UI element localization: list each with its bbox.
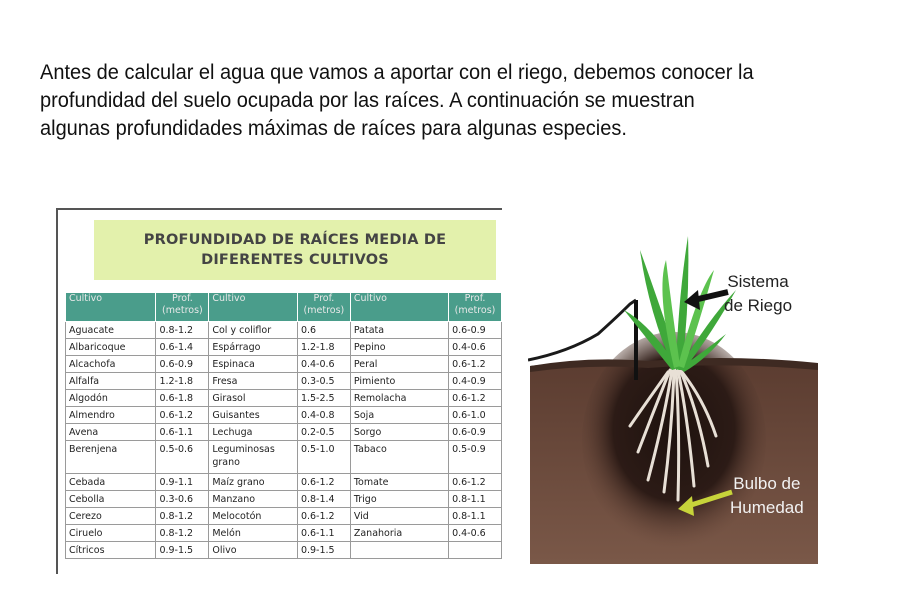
header-cultivo-2: Cultivo <box>209 293 298 322</box>
intro-line-1: Antes de calcular el agua que vamos a aportar con el riego, debemos conocer la <box>40 60 754 84</box>
root-depth-cell: 1.2-1.8 <box>297 339 350 356</box>
root-depth-cell: 0.6-1.2 <box>449 356 502 373</box>
table-row <box>66 424 502 441</box>
crop-name-cell: Alcachofa <box>66 356 156 373</box>
crop-name-cell: Berenjena <box>66 441 156 474</box>
crop-name-cell: Cebada <box>66 474 156 491</box>
crop-name-cell: Tabaco <box>350 441 448 474</box>
header-prof-3: Prof. (metros) <box>449 293 502 322</box>
crop-name-cell: Cítricos <box>66 542 156 559</box>
root-depth-cell: 0.8-1.2 <box>156 508 209 525</box>
table-row <box>66 373 502 390</box>
crop-name-cell: Pimiento <box>350 373 448 390</box>
intro-line-2: profundidad del suelo ocupada por las raíces. A continuación se muestran <box>40 88 695 112</box>
root-depth-cell: 0.6 <box>297 322 350 339</box>
table-row <box>66 390 502 407</box>
table-row <box>66 508 502 525</box>
crop-name-cell: Pepino <box>350 339 448 356</box>
root-depth-table <box>65 292 502 559</box>
crop-name-cell: Ciruelo <box>66 525 156 542</box>
root-depth-cell: 0.4-0.6 <box>449 525 502 542</box>
root-depth-cell: 0.5-0.6 <box>156 441 209 474</box>
table-row <box>66 542 502 559</box>
root-depth-cell: 0.8-1.1 <box>449 508 502 525</box>
root-depth-cell: 0.6-0.9 <box>449 424 502 441</box>
root-depth-table-figure <box>56 208 502 574</box>
root-depth-cell: 0.6-1.2 <box>449 474 502 491</box>
table-header-row <box>66 293 502 322</box>
root-depth-cell: 0.8-1.2 <box>156 322 209 339</box>
crop-name-cell: Olivo <box>209 542 298 559</box>
table-title-line-1: PROFUNDIDAD DE RAÍCES MEDIA DE <box>143 232 447 248</box>
root-depth-cell: 0.6-0.9 <box>449 322 502 339</box>
crop-name-cell: Almendro <box>66 407 156 424</box>
root-depth-cell: 0.3-0.6 <box>156 491 209 508</box>
header-cultivo-3: Cultivo <box>350 293 448 322</box>
table-row <box>66 474 502 491</box>
crop-name-cell: Leguminosas grano <box>209 441 298 474</box>
root-depth-cell: 0.8-1.4 <box>297 491 350 508</box>
crop-name-cell: Girasol <box>209 390 298 407</box>
crop-name-cell: Peral <box>350 356 448 373</box>
root-depth-cell: 0.6-1.1 <box>156 424 209 441</box>
table-title-band <box>94 220 496 280</box>
crop-name-cell: Cerezo <box>66 508 156 525</box>
crop-name-cell: Melocotón <box>209 508 298 525</box>
crop-name-cell: Tomate <box>350 474 448 491</box>
crop-name-cell: Aguacate <box>66 322 156 339</box>
root-depth-cell: 0.9-1.5 <box>156 542 209 559</box>
header-prof-1: Prof. (metros) <box>156 293 209 322</box>
header-prof-2: Prof. (metros) <box>297 293 350 322</box>
bulbo-de-humedad-label: Bulbo de Humedad <box>730 474 804 517</box>
root-depth-cell: 0.4-0.8 <box>297 407 350 424</box>
crop-name-cell: Lechuga <box>209 424 298 441</box>
crop-name-cell: Espinaca <box>209 356 298 373</box>
crop-name-cell: Patata <box>350 322 448 339</box>
intro-line-3: algunas profundidades máximas de raíces para algunas especies. <box>40 116 627 140</box>
crop-name-cell: Sorgo <box>350 424 448 441</box>
root-depth-cell: 1.5-2.5 <box>297 390 350 407</box>
crop-name-cell: Maíz grano <box>209 474 298 491</box>
root-depth-cell: 0.3-0.5 <box>297 373 350 390</box>
root-depth-cell: 0.9-1.1 <box>156 474 209 491</box>
crop-name-cell: Avena <box>66 424 156 441</box>
crop-name-cell: Trigo <box>350 491 448 508</box>
root-depth-cell: 0.8-1.2 <box>156 525 209 542</box>
root-depth-cell: 0.4-0.9 <box>449 373 502 390</box>
table-row <box>66 525 502 542</box>
crop-name-cell: Alfalfa <box>66 373 156 390</box>
header-cultivo-1: Cultivo <box>66 293 156 322</box>
crop-name-cell: Algodón <box>66 390 156 407</box>
root-depth-cell: 0.8-1.1 <box>449 491 502 508</box>
root-depth-cell: 0.5-1.0 <box>297 441 350 474</box>
root-depth-cell: 0.6-1.2 <box>297 474 350 491</box>
root-depth-cell: 0.6-1.2 <box>297 508 350 525</box>
crop-name-cell <box>350 542 448 559</box>
root-depth-cell: 1.2-1.8 <box>156 373 209 390</box>
table-row <box>66 356 502 373</box>
root-depth-cell: 0.6-1.2 <box>449 390 502 407</box>
irrigation-illustration <box>528 230 830 568</box>
table-title-line-2: DIFERENTES CULTIVOS <box>201 252 389 268</box>
root-depth-cell: 0.6-0.9 <box>156 356 209 373</box>
root-depth-cell: 0.2-0.5 <box>297 424 350 441</box>
table-row <box>66 322 502 339</box>
root-depth-cell: 0.6-1.2 <box>156 407 209 424</box>
table-row <box>66 491 502 508</box>
root-depth-cell: 0.9-1.5 <box>297 542 350 559</box>
intro-paragraph <box>40 58 812 142</box>
crop-name-cell: Melón <box>209 525 298 542</box>
table-row <box>66 441 502 474</box>
root-depth-cell: 0.6-1.1 <box>297 525 350 542</box>
crop-name-cell: Espárrago <box>209 339 298 356</box>
crop-name-cell: Vid <box>350 508 448 525</box>
crop-name-cell: Col y coliflor <box>209 322 298 339</box>
crop-name-cell: Manzano <box>209 491 298 508</box>
root-depth-cell <box>449 542 502 559</box>
root-depth-cell: 0.6-1.0 <box>449 407 502 424</box>
table-row <box>66 339 502 356</box>
crop-name-cell: Soja <box>350 407 448 424</box>
root-depth-cell: 0.6-1.4 <box>156 339 209 356</box>
crop-name-cell: Albaricoque <box>66 339 156 356</box>
root-depth-cell: 0.5-0.9 <box>449 441 502 474</box>
root-depth-cell: 0.4-0.6 <box>297 356 350 373</box>
crop-name-cell: Fresa <box>209 373 298 390</box>
crop-name-cell: Zanahoria <box>350 525 448 542</box>
table-body <box>66 322 502 559</box>
crop-name-cell: Remolacha <box>350 390 448 407</box>
crop-name-cell: Cebolla <box>66 491 156 508</box>
root-depth-cell: 0.4-0.6 <box>449 339 502 356</box>
sistema-de-riego-label: Sistema de Riego <box>724 272 793 315</box>
table-row <box>66 407 502 424</box>
crop-name-cell: Guisantes <box>209 407 298 424</box>
root-depth-cell: 0.6-1.8 <box>156 390 209 407</box>
